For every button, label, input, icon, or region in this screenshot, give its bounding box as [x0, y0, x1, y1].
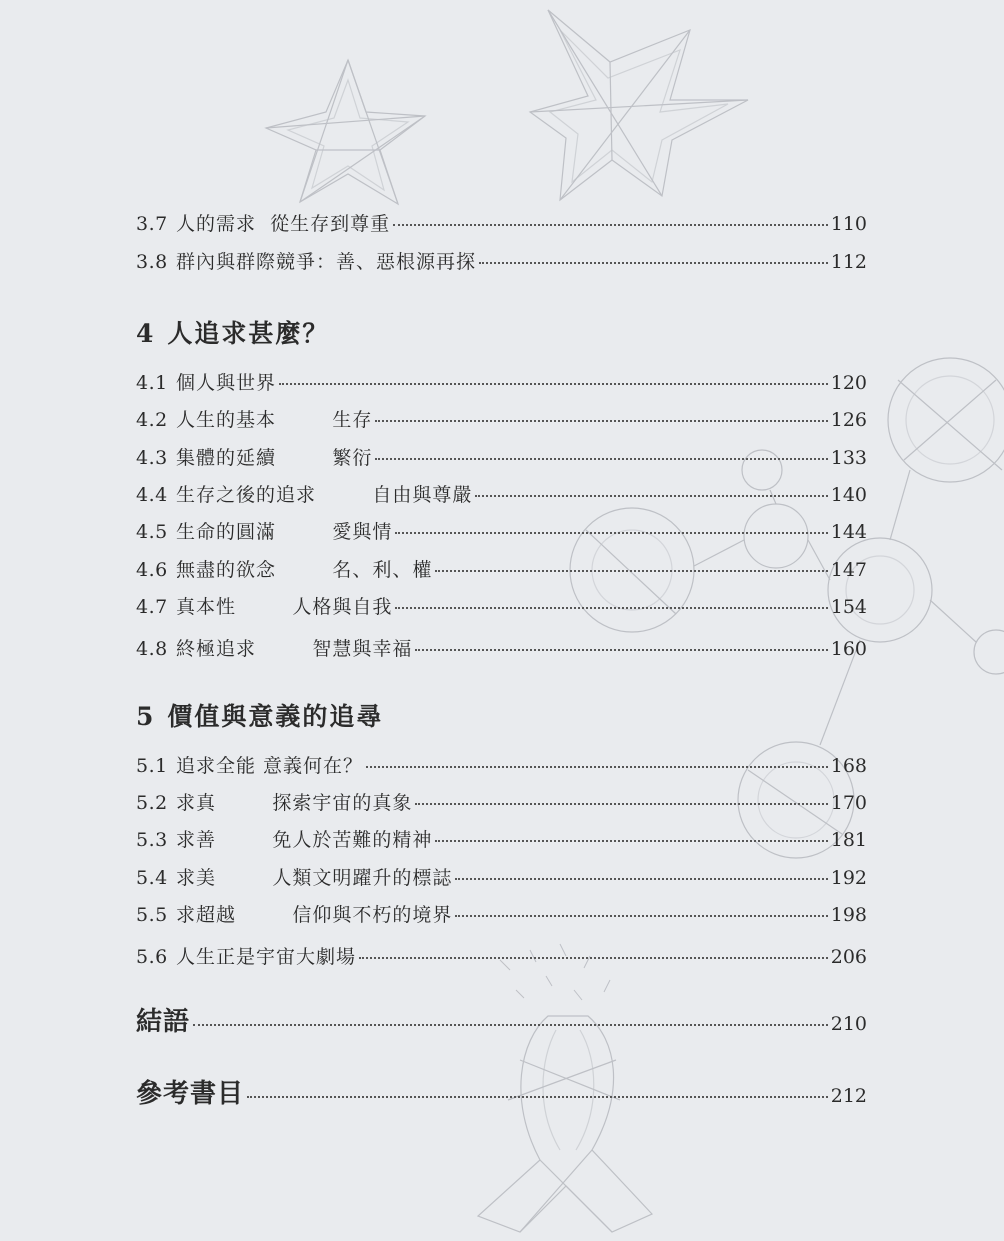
leader-dots [359, 957, 828, 959]
chapter-heading-5[interactable] [136, 701, 383, 733]
section-number: 4.7 [136, 596, 168, 618]
leader-dots [247, 1096, 828, 1098]
section-number: 5.1 [136, 755, 168, 777]
leader-dots [455, 915, 827, 917]
section-number: 5.6 [136, 946, 168, 968]
section-title: 人的需求 從生存到尊重 [176, 213, 391, 235]
section-number: 3.8 [136, 251, 168, 273]
section-title: 求善 免人於苦難的精神 [176, 829, 433, 851]
section-title: 求美 人類文明躍升的標誌 [176, 867, 453, 889]
section-number: 4.5 [136, 521, 168, 543]
section-title: 求真 探索宇宙的真象 [176, 792, 413, 814]
page-number: 147 [830, 559, 867, 581]
section-title: 參考書目 [136, 1079, 245, 1109]
toc-entry-4-8[interactable] [136, 637, 867, 661]
section-title: 結語 [136, 1007, 191, 1037]
toc-entry-5-2[interactable] [136, 791, 867, 815]
leader-dots [415, 649, 827, 651]
page-number: 212 [830, 1085, 867, 1107]
page-number: 168 [830, 755, 867, 777]
chapter-number: 5 [136, 702, 156, 731]
leader-dots [395, 532, 827, 534]
section-title: 集體的延續 繁衍 [176, 447, 373, 469]
toc-entry-3-8[interactable] [136, 250, 867, 274]
section-number: 3.7 [136, 213, 168, 235]
chapter-title: 人追求甚麼？ [167, 319, 330, 348]
toc-entry-4-5[interactable] [136, 520, 867, 544]
section-number: 5.4 [136, 867, 168, 889]
section-number: 5.2 [136, 792, 168, 814]
page-number: 170 [830, 792, 867, 814]
toc-entry-references[interactable] [136, 1079, 867, 1109]
toc-entry-5-6[interactable] [136, 945, 867, 969]
leader-dots [455, 878, 827, 880]
page-number: 140 [830, 484, 867, 506]
toc-entry-4-4[interactable] [136, 483, 867, 507]
page-number: 210 [830, 1013, 867, 1035]
leader-dots [475, 495, 827, 497]
leader-dots [435, 840, 827, 842]
leader-dots [415, 803, 827, 805]
leader-dots [395, 607, 827, 609]
toc-entry-5-1[interactable] [136, 754, 867, 778]
chapter-number: 4 [136, 319, 156, 348]
leader-dots [393, 224, 828, 226]
chapter-title: 價值與意義的追尋 [167, 702, 384, 731]
section-number: 4.2 [136, 409, 168, 431]
page-number: 198 [830, 904, 867, 926]
section-title: 人生的基本 生存 [176, 409, 373, 431]
leader-dots [366, 766, 828, 768]
section-title: 終極追求 智慧與幸福 [176, 638, 413, 660]
section-title: 個人與世界 [176, 372, 277, 394]
section-number: 4.3 [136, 447, 168, 469]
section-number: 4.1 [136, 372, 168, 394]
page-number: 154 [830, 596, 867, 618]
toc-entry-4-1[interactable] [136, 371, 867, 395]
toc-entry-4-6[interactable] [136, 558, 867, 582]
section-number: 5.3 [136, 829, 168, 851]
section-title: 生命的圓滿 愛與情 [176, 521, 393, 543]
page-number: 192 [830, 867, 867, 889]
leader-dots [435, 570, 827, 572]
page-number: 110 [830, 213, 867, 235]
page-number: 112 [830, 251, 867, 273]
page-number: 126 [830, 409, 867, 431]
section-number: 4.4 [136, 484, 168, 506]
section-number: 4.6 [136, 559, 168, 581]
toc-entry-3-7[interactable] [136, 212, 867, 236]
toc-entry-4-7[interactable] [136, 595, 867, 619]
leader-dots [279, 383, 828, 385]
section-title: 真本性 人格與自我 [176, 596, 393, 618]
page-number: 181 [830, 829, 867, 851]
leader-dots [375, 420, 827, 422]
section-title: 追求全能 意義何在？ [176, 755, 364, 777]
page-number: 206 [830, 946, 867, 968]
toc-entry-4-2[interactable] [136, 408, 867, 432]
toc-entry-4-3[interactable] [136, 446, 867, 470]
page-number: 160 [830, 638, 867, 660]
chapter-heading-4[interactable] [136, 318, 329, 350]
section-title: 生存之後的追求 自由與尊嚴 [176, 484, 473, 506]
section-title: 無盡的欲念 名、利、權 [176, 559, 433, 581]
leader-dots [479, 262, 828, 264]
toc-entry-5-5[interactable] [136, 903, 867, 927]
section-title: 求超越 信仰與不朽的境界 [176, 904, 453, 926]
section-title: 人生正是宇宙大劇場 [176, 946, 357, 968]
toc-entry-5-3[interactable] [136, 828, 867, 852]
toc-entry-5-4[interactable] [136, 866, 867, 890]
page-number: 120 [830, 372, 867, 394]
toc-entry-conclusion[interactable] [136, 1007, 867, 1037]
section-number: 4.8 [136, 638, 168, 660]
section-title: 群內與群際競爭：善、惡根源再探 [176, 251, 477, 273]
page-number: 133 [830, 447, 867, 469]
page-number: 144 [830, 521, 867, 543]
leader-dots [375, 458, 827, 460]
leader-dots [193, 1024, 828, 1026]
section-number: 5.5 [136, 904, 168, 926]
